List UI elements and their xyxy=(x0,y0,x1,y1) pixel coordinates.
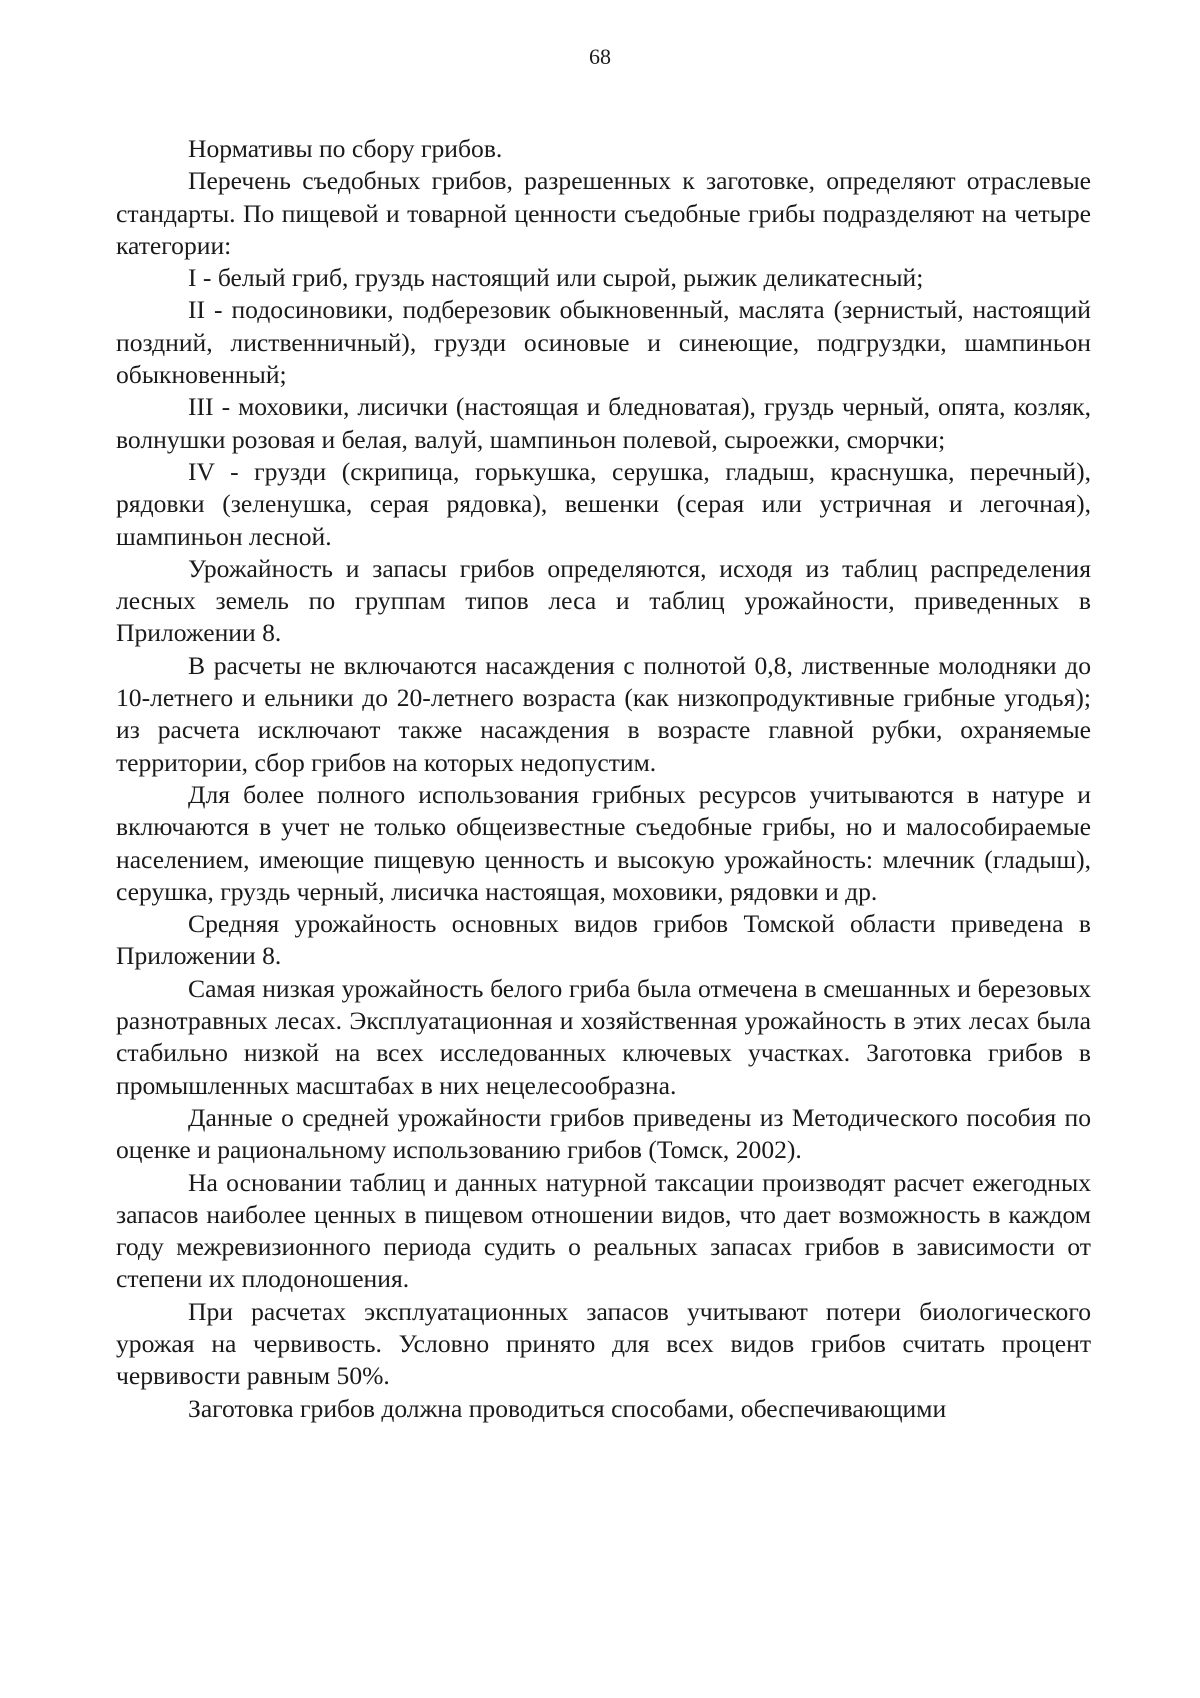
paragraph: Урожайность и запасы грибов определяются, исходя из таблиц распределения лесных земель по группам типов леса и таблиц урожайности, приведенных в Приложении 8. xyxy=(116,553,1091,648)
paragraph: Самая низкая урожайность белого гриба была отмечена в смешанных и березовых разнотравных лесах. Эксплуатационная и хозяйственная урожайность в этих лесах была стабильно низкой на всех исследованных ключевых участках. Заготовка грибов в промышленных масштабах в них нецелесообразна. xyxy=(116,973,1091,1100)
paragraph: Заготовка грибов должна проводиться способами, обеспечивающими xyxy=(188,1393,947,1423)
paragraph: II - подосиновики, подберезовик обыкновенный, маслята (зернистый, настоящий поздний, лиственничный), грузди осиновые и синеющие, подгруздки, шампиньон обыкновенный; xyxy=(116,295,1091,390)
paragraph: III - моховики, лисички (настоящая и бледноватая), груздь черный, опята, козляк, волнушки розовая и белая, валуй, шампиньон полевой, сыроежки, сморчки; xyxy=(116,392,1091,454)
paragraph: Данные о средней урожайности грибов приведены из Методического пособия по оценке и рациональному использованию грибов (Томск, 2002). xyxy=(116,1102,1091,1165)
paragraph: На основании таблиц и данных натурной таксации производят расчет ежегодных запасов наиболее ценных в пищевом отношении видов, что дает возможность в каждом году межревизионного периода судить о реальных запасах грибов в зависимости от степени их плодоношения. xyxy=(116,1167,1091,1294)
paragraph: При расчетах эксплуатационных запасов учитывают потери биологического урожая на червивость. Условно принято для всех видов грибов считать процент червивости равным 50%. xyxy=(116,1296,1091,1391)
paragraph: I - белый гриб, груздь настоящий или сырой, рыжик деликатесный; xyxy=(188,263,924,293)
paragraph: Перечень съедобных грибов, разрешенных к заготовке, определяют отраслевые стандарты. По пищевой и товарной ценности съедобные грибы подразделяют на четыре категории: xyxy=(116,166,1091,260)
page-number: 68 xyxy=(589,44,611,69)
paragraph: IV - грузди (скрипица, горькушка, серушка, гладыш, краснушка, перечный), рядовки (зеленушка, серая рядовка), вешенки (серая или устричная и легочная), шампиньон лесной. xyxy=(116,456,1091,551)
paragraph: Средняя урожайность основных видов грибов Томской области приведена в Приложении 8. xyxy=(116,909,1091,971)
document-body xyxy=(116,133,1091,1425)
paragraph: Нормативы по сбору грибов. xyxy=(188,134,503,163)
paragraph: В расчеты не включаются насаждения с полнотой 0,8, лиственные молодняки до 10-летнего и ельники до 20-летнего возраста (как низкопродуктивные грибные угодья); из расчета исключают также насаждения в возрасте главной рубки, охраняемые территории, сбор грибов на которых недопустим. xyxy=(116,650,1091,777)
paragraph: Для более полного использования грибных ресурсов учитываются в натуре и включаются в учет не только общеизвестные съедобные грибы, но и малособираемые населением, имеющие пищевую ценность и высокую урожайность: млечник (гладыш), серушка, груздь черный, лисичка настоящая, моховики, рядовки и др. xyxy=(116,779,1091,906)
